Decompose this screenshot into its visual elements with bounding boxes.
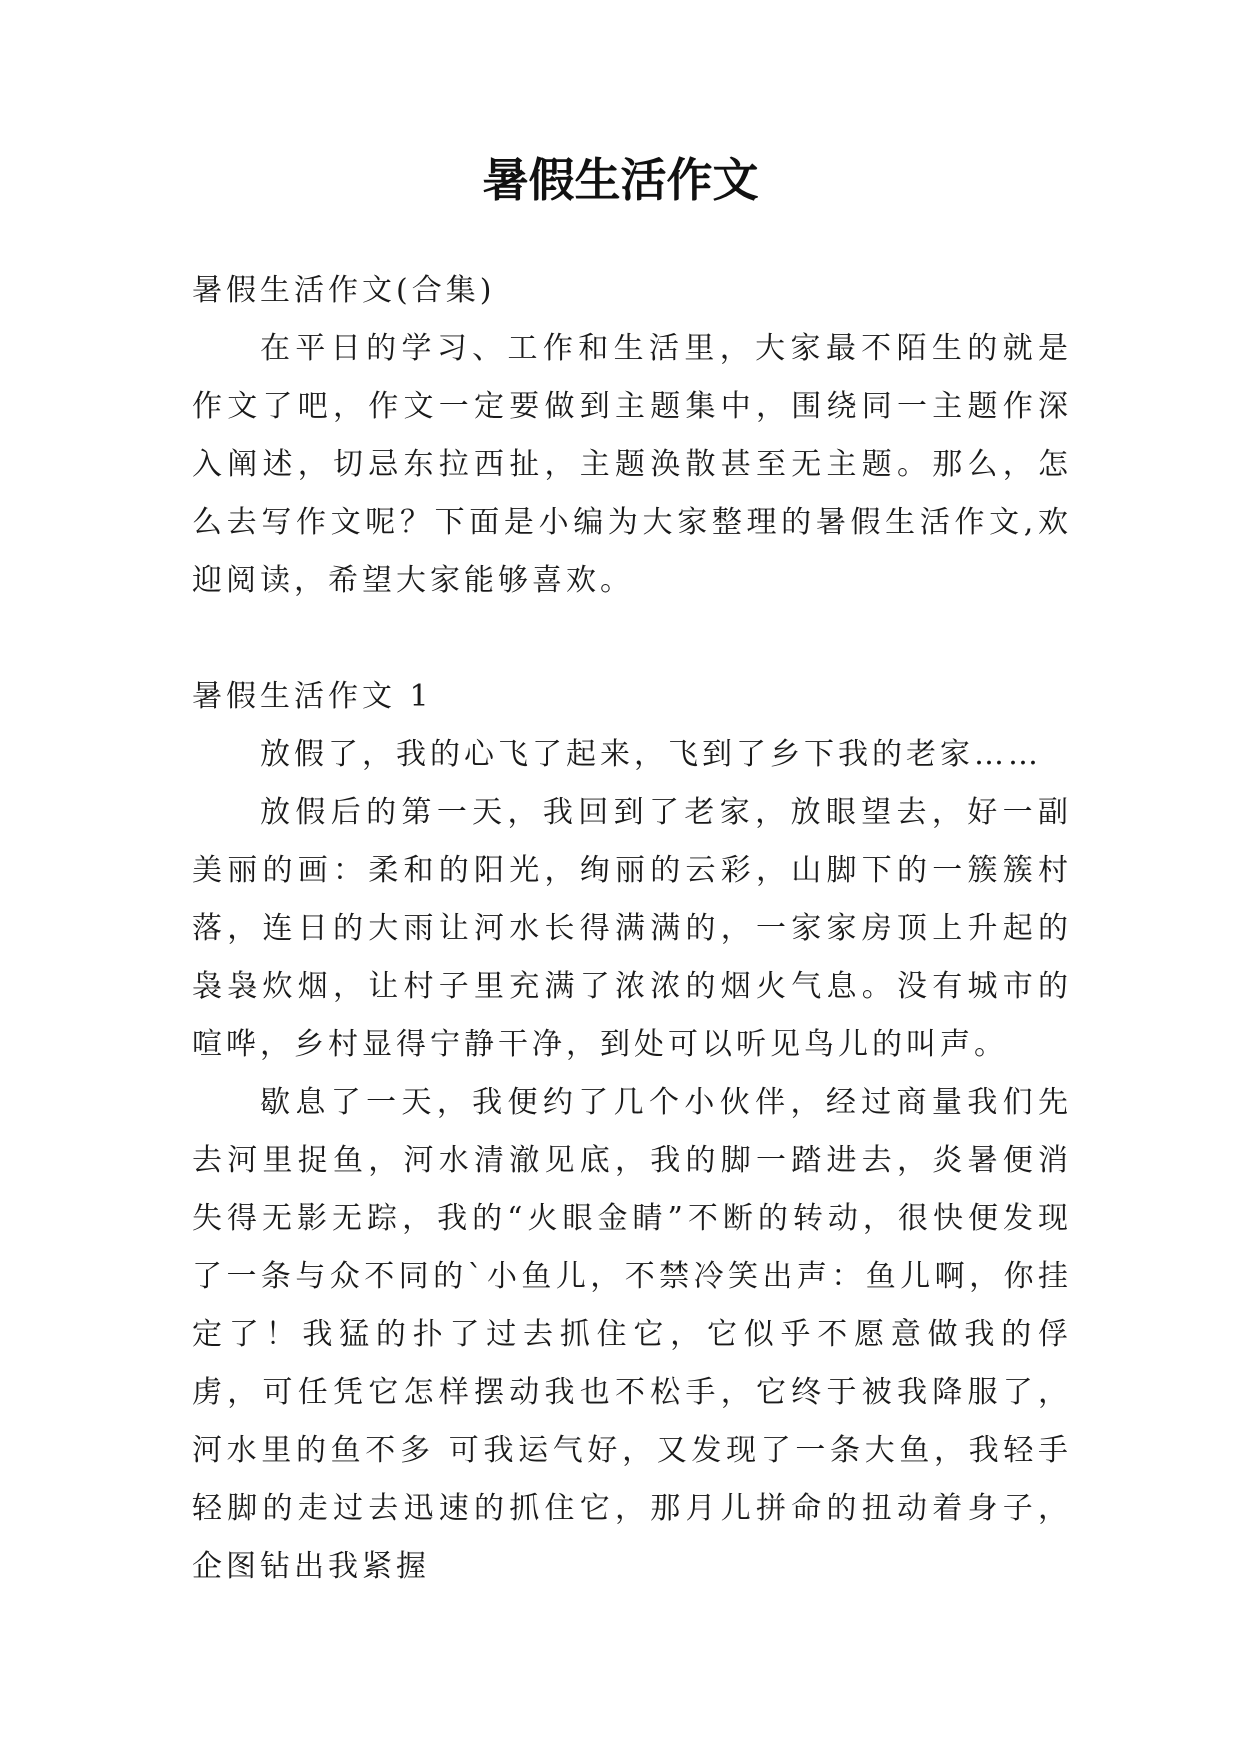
body-paragraph: 放假后的第一天，我回到了老家，放眼望去，好一副美丽的画：柔和的阳光，绚丽的云彩，山脚下的一簇簇村落，连日的大雨让河水长得满满的，一家家房顶上升起的袅袅炊烟，让村子里充满了浓浓的烟火气息。没有城市的喧哗，乡村显得宁静干净，到处可以听见鸟儿的叫声。	[192, 795, 1072, 1062]
body-paragraph: 放假了，我的心飞了起来，飞到了乡下我的老家……	[260, 737, 1042, 772]
intro-paragraph: 在平日的学习、工作和生活里，大家最不陌生的就是作文了吧，作文一定要做到主题集中，围绕同一主题作深入阐述，切忌东拉西扯，主题涣散甚至无主题。那么，怎么去写作文呢？下面是小编为大家整理的暑假生活作文,欢迎阅读，希望大家能够喜欢。	[192, 331, 1072, 598]
section-heading: 暑假生活作文 1	[192, 679, 433, 714]
document-body	[192, 262, 1072, 1596]
document-title: 暑假生活作文	[482, 153, 759, 207]
section-spacer	[192, 610, 1072, 668]
document-subtitle: 暑假生活作文(合集)	[192, 273, 496, 308]
body-paragraph: 歇息了一天，我便约了几个小伙伴，经过商量我们先去河里捉鱼，河水清澈见底，我的脚一踏进去，炎暑便消失得无影无踪，我的“火眼金睛”不断的转动，很快便发现了一条与众不同的`小鱼儿，不禁冷笑出声：鱼儿啊，你挂定了！我猛的扑了过去抓住它，它似乎不愿意做我的俘虏，可任凭它怎样摆动我也不松手，它终于被我降服了，河水里的鱼不多 可我运气好，又发现了一条大鱼，我轻手轻脚的走过去迅速的抓住它，那月儿拼命的扭动着身子，企图钻出我紧握	[192, 1085, 1072, 1584]
